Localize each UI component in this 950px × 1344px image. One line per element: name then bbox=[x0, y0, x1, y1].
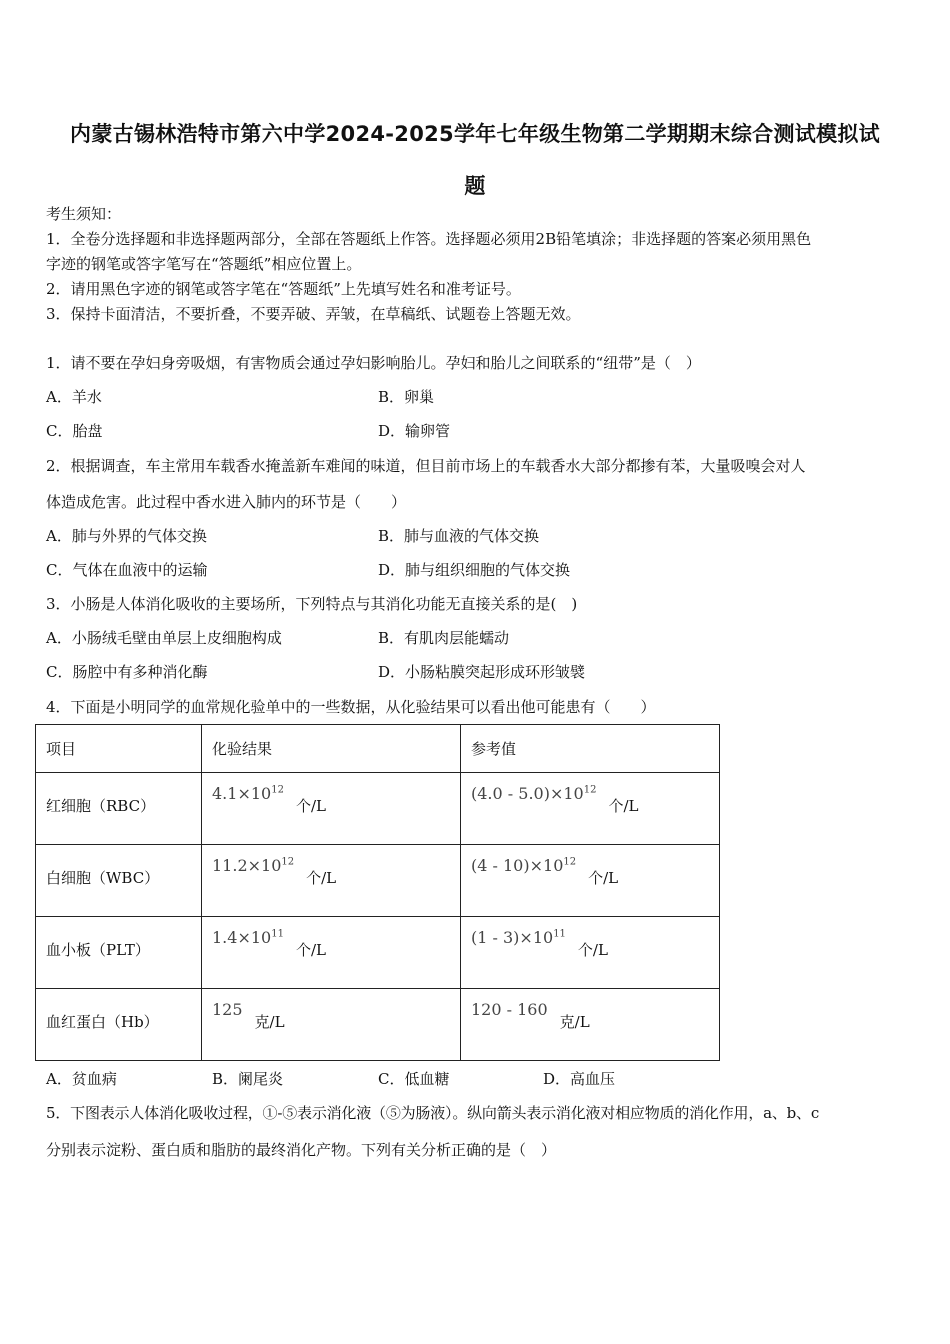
reference-unit: 个/L bbox=[577, 941, 608, 959]
reference-unit: 个/L bbox=[608, 797, 639, 815]
result-unit: 个/L bbox=[295, 797, 326, 815]
result-value: $1.4\times 10^{11}$ bbox=[212, 928, 284, 947]
q2-option-b[interactable]: B．肺与血液的气体交换 bbox=[378, 527, 540, 545]
q1-option-a[interactable]: A．羊水 bbox=[46, 388, 102, 406]
header-result: 化验结果 bbox=[202, 725, 461, 773]
reference-value: $(4 - 10)\times 10^{12}$ bbox=[471, 856, 577, 875]
q4-stem: 4．下面是小明同学的血常规化验单中的一些数据，从化验结果可以看出他可能患有（ ） bbox=[46, 698, 656, 716]
blood-test-table bbox=[35, 724, 720, 1061]
reference-unit: 个/L bbox=[588, 869, 619, 887]
reference-value: 120 - 160 bbox=[471, 1000, 548, 1019]
q4-option-a[interactable]: A．贫血病 bbox=[46, 1070, 117, 1088]
q3-option-a[interactable]: A．小肠绒毛壁由单层上皮细胞构成 bbox=[46, 629, 282, 647]
header-item: 项目 bbox=[36, 725, 202, 773]
table-header-row bbox=[36, 725, 720, 773]
q3-option-d[interactable]: D．小肠粘膜突起形成环形皱襞 bbox=[378, 663, 586, 681]
row-item: 血小板（PLT） bbox=[46, 941, 150, 959]
result-value: 125 bbox=[212, 1000, 243, 1019]
q5-stem-2: 分别表示淀粉、蛋白质和脂肪的最终消化产物。下列有关分析正确的是（ ） bbox=[46, 1141, 557, 1159]
title-line-1: 内蒙古锡林浩特市第六中学2024-2025学年七年级生物第二学期期末综合测试模拟试 bbox=[70, 122, 880, 146]
reference-value: $(4.0 - 5.0)\times 10^{12}$ bbox=[471, 784, 597, 803]
result-value: $4.1\times 10^{12}$ bbox=[212, 784, 284, 803]
page-title bbox=[40, 108, 910, 212]
table-row bbox=[36, 773, 720, 845]
row-item: 红细胞（RBC） bbox=[46, 797, 156, 815]
q4-option-c[interactable]: C．低血糖 bbox=[378, 1070, 450, 1088]
q3-option-b[interactable]: B．有肌肉层能蠕动 bbox=[378, 629, 510, 647]
result-unit: 个/L bbox=[295, 941, 326, 959]
q3-option-c[interactable]: C．肠腔中有多种消化酶 bbox=[46, 663, 208, 681]
q3-stem: 3．小肠是人体消化吸收的主要场所，下列特点与其消化功能无直接关系的是( ) bbox=[46, 595, 578, 613]
title-line-2: 题 bbox=[464, 174, 486, 198]
table-row bbox=[36, 917, 720, 989]
row-item: 血红蛋白（Hb） bbox=[46, 1013, 159, 1031]
q2-option-a[interactable]: A．肺与外界的气体交换 bbox=[46, 527, 207, 545]
q4-option-d[interactable]: D．高血压 bbox=[543, 1070, 616, 1088]
q2-stem-1: 2．根据调查，车主常用车载香水掩盖新车难闻的味道，但目前市场上的车载香水大部分都掺有苯，大量吸嗅会对人 bbox=[46, 457, 806, 475]
table-row bbox=[36, 845, 720, 917]
reference-unit: 克/L bbox=[559, 1013, 590, 1031]
result-unit: 克/L bbox=[254, 1013, 285, 1031]
reference-value: $(1 - 3)\times 10^{11}$ bbox=[471, 928, 566, 947]
q1-stem: 1．请不要在孕妇身旁吸烟，有害物质会通过孕妇影响胎儿。孕妇和胎儿之间联系的“纽带”是（ ） bbox=[46, 354, 701, 372]
result-value: $11.2\times 10^{12}$ bbox=[212, 856, 295, 875]
q2-option-c[interactable]: C．气体在血液中的运输 bbox=[46, 561, 208, 579]
q5-stem-1: 5．下图表示人体消化吸收过程，①-⑤表示消化液（⑤为肠液）。纵向箭头表示消化液对相应物质的消化作用，a、b、c bbox=[46, 1104, 820, 1122]
note-3: 3．保持卡面清洁，不要折叠，不要弄破、弄皱，在草稿纸、试题卷上答题无效。 bbox=[46, 305, 581, 323]
note-1a: 1．全卷分选择题和非选择题两部分，全部在答题纸上作答。选择题必须用2B铅笔填涂；非选择题的答案必须用黑色 bbox=[46, 230, 812, 248]
q1-option-d[interactable]: D．输卵管 bbox=[378, 422, 451, 440]
q1-option-b[interactable]: B．卵巢 bbox=[378, 388, 435, 406]
q1-option-c[interactable]: C．胎盘 bbox=[46, 422, 103, 440]
q4-option-b[interactable]: B．阑尾炎 bbox=[212, 1070, 284, 1088]
q2-option-d[interactable]: D．肺与组织细胞的气体交换 bbox=[378, 561, 571, 579]
q2-stem-2: 体造成危害。此过程中香水进入肺内的环节是（ ） bbox=[46, 493, 407, 511]
note-2: 2．请用黑色字迹的钢笔或答字笔在“答题纸”上先填写姓名和准考证号。 bbox=[46, 280, 521, 298]
note-1b: 字迹的钢笔或答字笔写在“答题纸”相应位置上。 bbox=[46, 255, 362, 273]
row-item: 白细胞（WBC） bbox=[46, 869, 160, 887]
notes-heading: 考生须知： bbox=[46, 205, 122, 223]
header-reference: 参考值 bbox=[461, 725, 720, 773]
table-row bbox=[36, 989, 720, 1061]
result-unit: 个/L bbox=[306, 869, 337, 887]
